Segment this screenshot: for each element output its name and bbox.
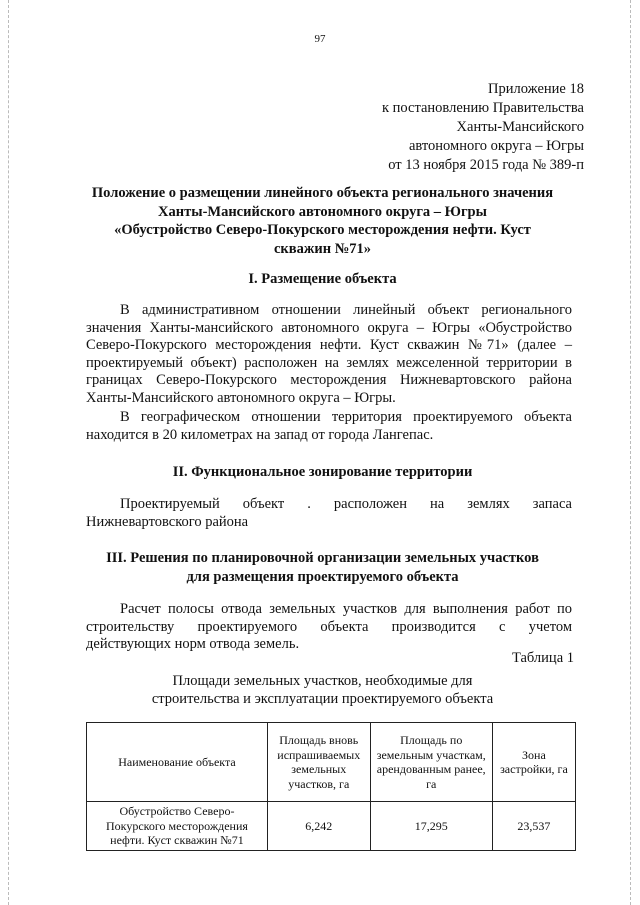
text-line: Северо-Покурского месторождения нефти. Куст скважин №71» (далее –	[86, 337, 572, 353]
section-1-paragraph-2	[86, 409, 572, 444]
text-line: Ханты-Мансийского автономного округа – Югры.	[86, 389, 396, 406]
text-line: Расчет полосы отвода земельных участков для выполнения работ по	[120, 601, 572, 617]
title-line: «Обустройство Северо-Покурского месторождения нефти. Куст	[114, 222, 531, 238]
text-line: находится в 20 километрах на запад от города Лангепас.	[86, 426, 434, 443]
table-cell: Обустройство Северо-Покурского месторождения нефти. Куст скважин №71	[87, 802, 268, 851]
text-line: значения Ханты-мансийского автономного округа – Югры «Обустройство	[86, 319, 572, 336]
section-heading-text: III. Решения по планировочной организации земельных участков	[106, 550, 539, 566]
table-header-row	[87, 723, 576, 802]
table-cell: 6,242	[267, 802, 370, 851]
land-area-table	[86, 722, 576, 851]
table-label: Таблица 1	[511, 650, 574, 666]
page-number: 97	[314, 33, 326, 45]
section-2-heading	[60, 463, 585, 482]
section-heading-text: для размещения проектируемого объекта	[186, 568, 459, 585]
text-line: Нижневартовского района	[86, 513, 249, 530]
scan-edge-left	[8, 0, 10, 905]
document-title	[60, 184, 585, 258]
appendix-line: Ханты-Мансийского	[456, 119, 584, 135]
text-line: границах Северо-Покурского месторождения Нижневартовского района	[86, 372, 572, 388]
section-1-heading	[60, 270, 585, 289]
appendix-line: автономного округа – Югры	[408, 138, 584, 154]
section-3-heading	[60, 549, 585, 586]
column-header: Площадь вновь испрашиваемых земельных участков, га	[267, 723, 370, 802]
text-line: строительству проектируемого объекта производится с учетом	[86, 618, 572, 635]
section-3-paragraph	[86, 601, 572, 654]
title-line: Ханты-Мансийского автономного округа – Югры	[158, 203, 487, 220]
appendix-line: от 13 ноября 2015 года № 389-п	[388, 157, 584, 173]
text-line: Проектируемый объект . расположен на землях запаса	[120, 496, 572, 512]
column-header: Площадь по земельным участкам, арендованным ранее, га	[370, 723, 492, 802]
table-row	[87, 802, 576, 851]
appendix-line: к постановлению Правительства	[382, 100, 584, 116]
table-cell: 17,295	[370, 802, 492, 851]
section-2-paragraph	[86, 496, 572, 531]
appendix-reference	[284, 80, 584, 175]
appendix-line: Приложение 18	[488, 81, 584, 97]
text-line: В географическом отношении территория проектируемого объекта	[120, 409, 572, 425]
title-line: Положение о размещении линейного объекта регионального значения	[91, 185, 554, 201]
text-line: действующих норм отвода земель.	[86, 636, 300, 652]
table-title-line: строительства и эксплуатации проектируемого объекта	[151, 691, 494, 707]
scan-edge-right	[630, 0, 632, 905]
table-title	[60, 672, 585, 708]
title-line: скважин №71»	[273, 240, 372, 257]
table-title-line: Площади земельных участков, необходимые для	[172, 673, 473, 689]
section-heading-text: I. Размещение объекта	[248, 271, 397, 287]
text-line: В административном отношении линейный объект регионального	[120, 302, 572, 318]
text-line: проектируемый объект) расположен на землях межселенной территории в	[86, 354, 572, 371]
column-header: Зона застройки, га	[492, 723, 575, 802]
section-1-paragraph-1	[86, 302, 572, 407]
column-header: Наименование объекта	[87, 723, 268, 802]
table-cell: 23,537	[492, 802, 575, 851]
section-heading-text: II. Функциональное зонирование территории	[172, 464, 473, 480]
